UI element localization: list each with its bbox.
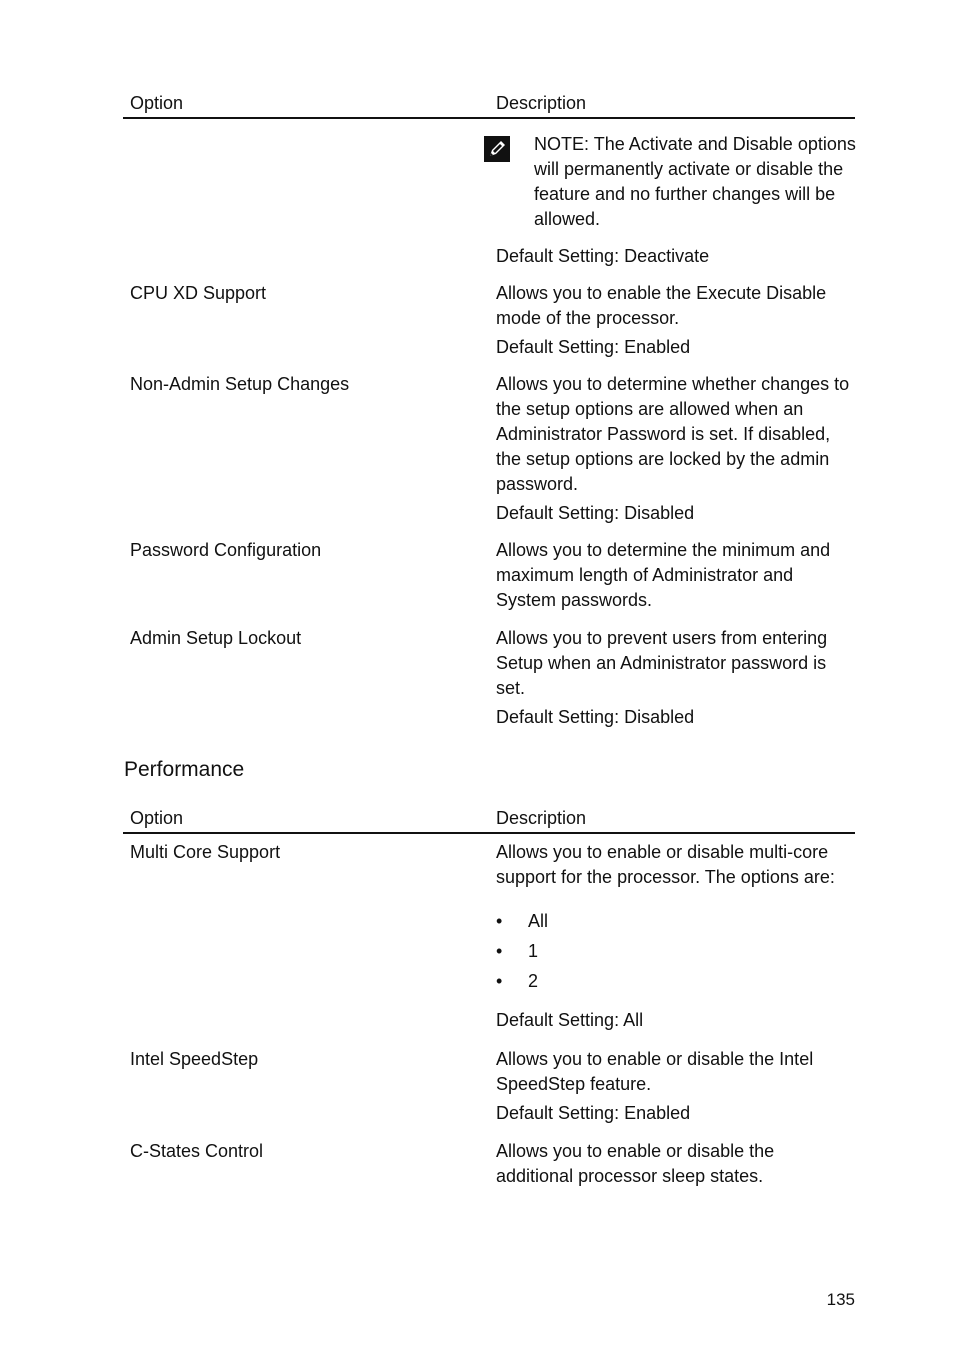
option-name: CPU XD Support bbox=[130, 283, 267, 303]
default-setting-label: Default Setting: bbox=[496, 337, 620, 357]
options-list bbox=[496, 906, 856, 996]
description-column-header: Description bbox=[496, 808, 587, 828]
note-label: NOTE: bbox=[534, 134, 590, 154]
option-description: Allows you to enable or disable the additional processor sleep states. bbox=[496, 1141, 775, 1186]
performance-options-table bbox=[123, 800, 855, 1186]
option-description: Allows you to enable or disable multi-core support for the processor. The options are: bbox=[496, 842, 835, 887]
option-description: Allows you to determine the minimum and maximum length of Administrator and System passwords. bbox=[496, 540, 831, 610]
note-block bbox=[496, 132, 856, 232]
default-setting-label: Default Setting: bbox=[496, 503, 620, 523]
option-name: Password Configuration bbox=[130, 540, 322, 560]
default-setting-label: Default Setting: bbox=[496, 707, 620, 727]
security-options-table bbox=[123, 85, 856, 727]
option-description: Allows you to prevent users from entering Setup when an Administrator password is set. bbox=[496, 628, 828, 698]
default-setting-label: Default Setting: bbox=[496, 246, 620, 266]
default-setting-label: Default Setting: bbox=[496, 1103, 620, 1123]
default-setting-value: Disabled bbox=[624, 707, 695, 727]
option-description: Allows you to enable the Execute Disable mode of the processor. bbox=[496, 283, 827, 328]
option-name: C-States Control bbox=[130, 1141, 264, 1161]
option-description: Allows you to enable or disable the Intel SpeedStep feature. bbox=[496, 1049, 814, 1094]
option-column-header: Option bbox=[130, 808, 184, 828]
option-name: Multi Core Support bbox=[130, 842, 281, 862]
table-header bbox=[123, 800, 855, 834]
option-name: Admin Setup Lockout bbox=[130, 628, 302, 648]
note-pencil-icon bbox=[484, 136, 510, 162]
option-description: Allows you to determine whether changes to the setup options are allowed when an Administrator Password is set. If disabled, the setup options are locked by the admin password. bbox=[496, 374, 850, 494]
note-description bbox=[496, 132, 856, 269]
default-setting-value: Disabled bbox=[624, 503, 695, 523]
list-item: • 2 bbox=[496, 966, 856, 996]
table-header bbox=[123, 85, 855, 119]
option-column-header: Option bbox=[130, 93, 184, 113]
section-title: Performance bbox=[124, 758, 245, 781]
option-name: Non-Admin Setup Changes bbox=[130, 374, 350, 394]
note-text: The Activate and Disable options will permanently activate or disable the feature and no further changes will be allowed. bbox=[534, 134, 856, 229]
default-setting-value: Enabled bbox=[624, 337, 691, 357]
default-setting-value: All bbox=[623, 1010, 644, 1030]
list-item: • All bbox=[496, 906, 856, 936]
page-number: 135 bbox=[826, 1290, 855, 1309]
default-setting-value: Enabled bbox=[624, 1103, 691, 1123]
description-column-header: Description bbox=[496, 93, 587, 113]
default-setting-value: Deactivate bbox=[624, 246, 710, 266]
list-item: • 1 bbox=[496, 936, 856, 966]
option-name: Intel SpeedStep bbox=[130, 1049, 259, 1069]
default-setting-label: Default Setting: bbox=[496, 1010, 620, 1030]
